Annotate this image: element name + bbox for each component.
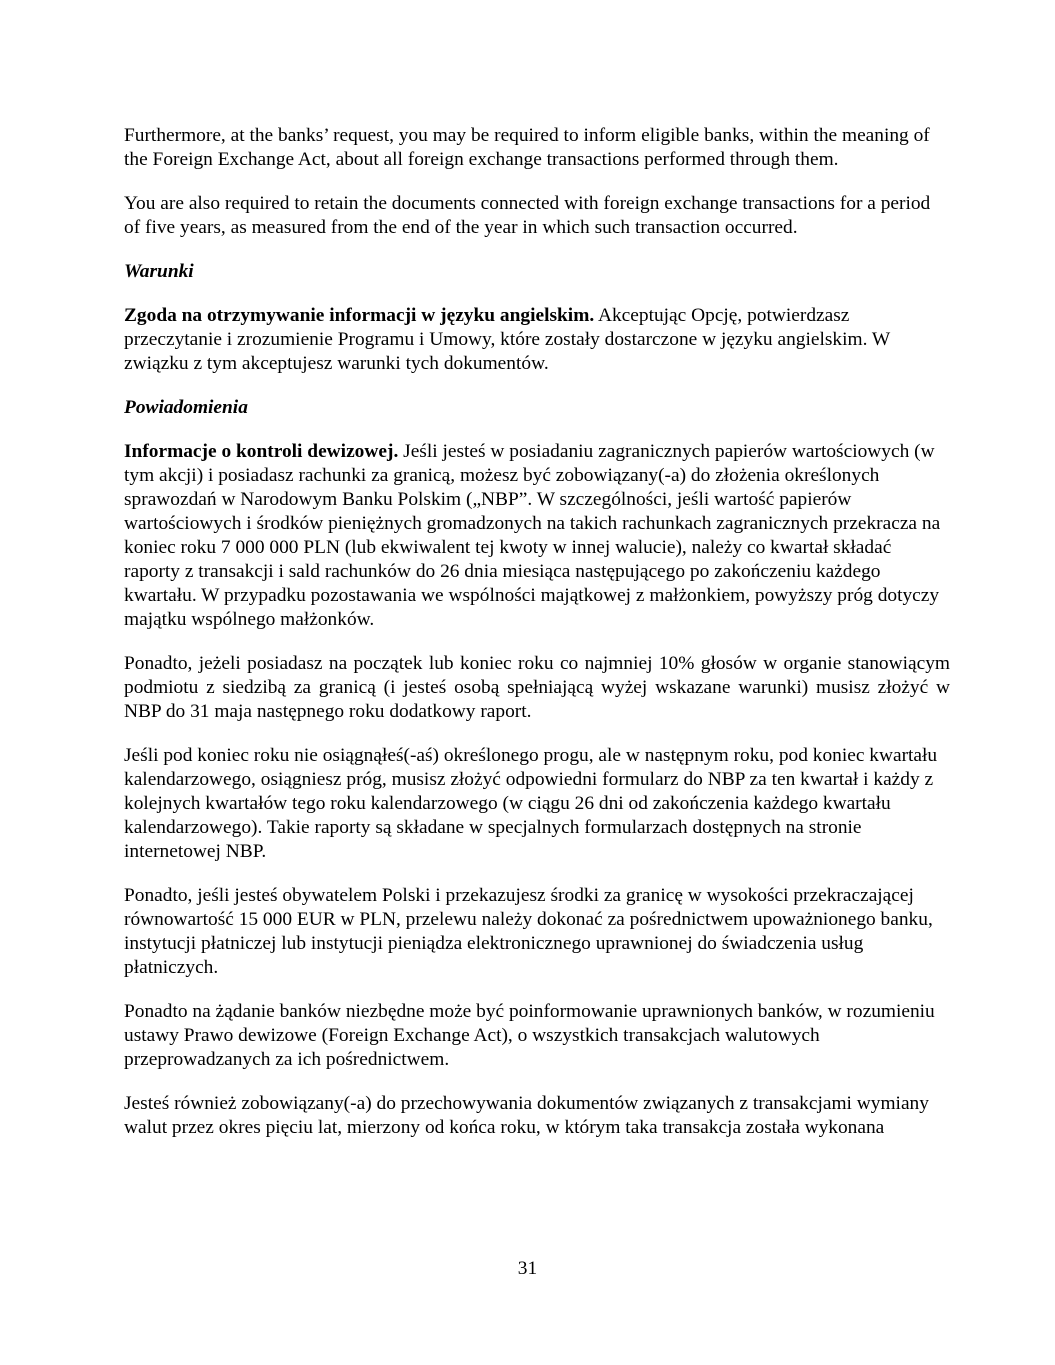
paragraph-retain-documents-pl: Jesteś również zobowiązany(-a) do przechowywania dokumentów związanych z transakcjami wymiany walut przez okres pięciu lat, mierzony od końca roku, w którym taka transakcja została wykonana: [124, 1093, 929, 1138]
paragraph-votes-report: Ponadto, jeżeli posiadasz na początek lub koniec roku co najmniej 10% głosów w organie stanowiącym podmiotu z siedzibą za granicą (i jesteś osobą spełniającą wyżej wskazane warunki) musisz złożyć w NBP do 31 maja następnego roku dodatkowy raport.: [124, 653, 950, 722]
paragraph-transfer-abroad: Ponadto, jeśli jesteś obywatelem Polski i przekazujesz środki za granicę w wysokości przekraczającej równowartość 15 000 EUR w PLN, przelewu należy dokonać za pośrednictwem upoważnionego banku, instytucji płatniczej lub instytucji pieniądza elektronicznego uprawnionej do świadczenia usług płatniczych.: [124, 885, 933, 978]
paragraph-threshold-quarterly: Jeśli pod koniec roku nie osiągnąłeś(-aś) określonego progu, ale w następnym roku, pod koniec kwartału kalendarzowego, osiągniesz próg, musisz złożyć odpowiedni formularz do NBP za ten kwartał i każdy z kolejnych kwartałów tego roku kalendarzowego (w ciągu 26 dni od zakończenia każdego kwartału kalendarzowego). Takie raporty są składane w specjalnych formularzach dostępnych na stronie internetowej NBP.: [124, 745, 938, 862]
exchange-control-lead: Informacje o kontroli dewizowej.: [124, 441, 399, 462]
exchange-control-text: Jeśli jesteś w posiadaniu zagranicznych papierów wartościowych (w tym akcji) i posiadasz rachunki za granicą, możesz być zobowiązany(-a) do złożenia określonych sprawozdań w Narodowym Banku Polskim („NBP”. W szczególności, jeśli wartość papierów wartościowych i środków pieniężnych gromadzonych na takich rachunkach zagranicznych przekracza na koniec roku 7 000 000 PLN (lub ekwiwalent tej kwoty w innej walucie), należy co kwartał składać raporty z transakcji i sald rachunków do 26 dnia miesiąca następującego po zakończeniu każdego kwartału. W przypadku pozostawania we wspólności majątkowej z małżonkiem, powyższy próg dotyczy majątku wspólnego małżonków.: [124, 441, 941, 630]
consent-lead: Zgoda na otrzymywanie informacji w języku angielskim.: [124, 305, 595, 326]
paragraph-consent-english: [124, 304, 950, 376]
paragraph-retain-documents-en: You are also required to retain the documents connected with foreign exchange transactions for a period of five years, as measured from the end of the year in which such transaction occurred.: [124, 193, 931, 238]
consent-text: Akceptując Opcję, potwierdzasz przeczytanie i zrozumienie Programu i Umowy, które zostały dostarczone w języku angielskim. W związku z tym akceptujesz warunki tych dokumentów.: [124, 305, 890, 374]
paragraph-fx-banks-en: Furthermore, at the banks’ request, you may be required to inform eligible banks, within the meaning of the Foreign Exchange Act, about all foreign exchange transactions performed through them.: [124, 125, 930, 170]
page-content: [124, 124, 950, 1160]
section-heading-powiadomienia: Powiadomienia: [124, 397, 248, 418]
section-heading-warunki: Warunki: [124, 261, 194, 282]
paragraph-banks-request-pl: Ponadto na żądanie banków niezbędne może być poinformowanie uprawnionych banków, w rozumieniu ustawy Prawo dewizowe (Foreign Exchange Act), o wszystkich transakcjach walutowych przeprowadzanych za ich pośrednictwem.: [124, 1001, 935, 1070]
page-number: 31: [517, 1258, 538, 1279]
paragraph-exchange-control: [124, 440, 950, 632]
